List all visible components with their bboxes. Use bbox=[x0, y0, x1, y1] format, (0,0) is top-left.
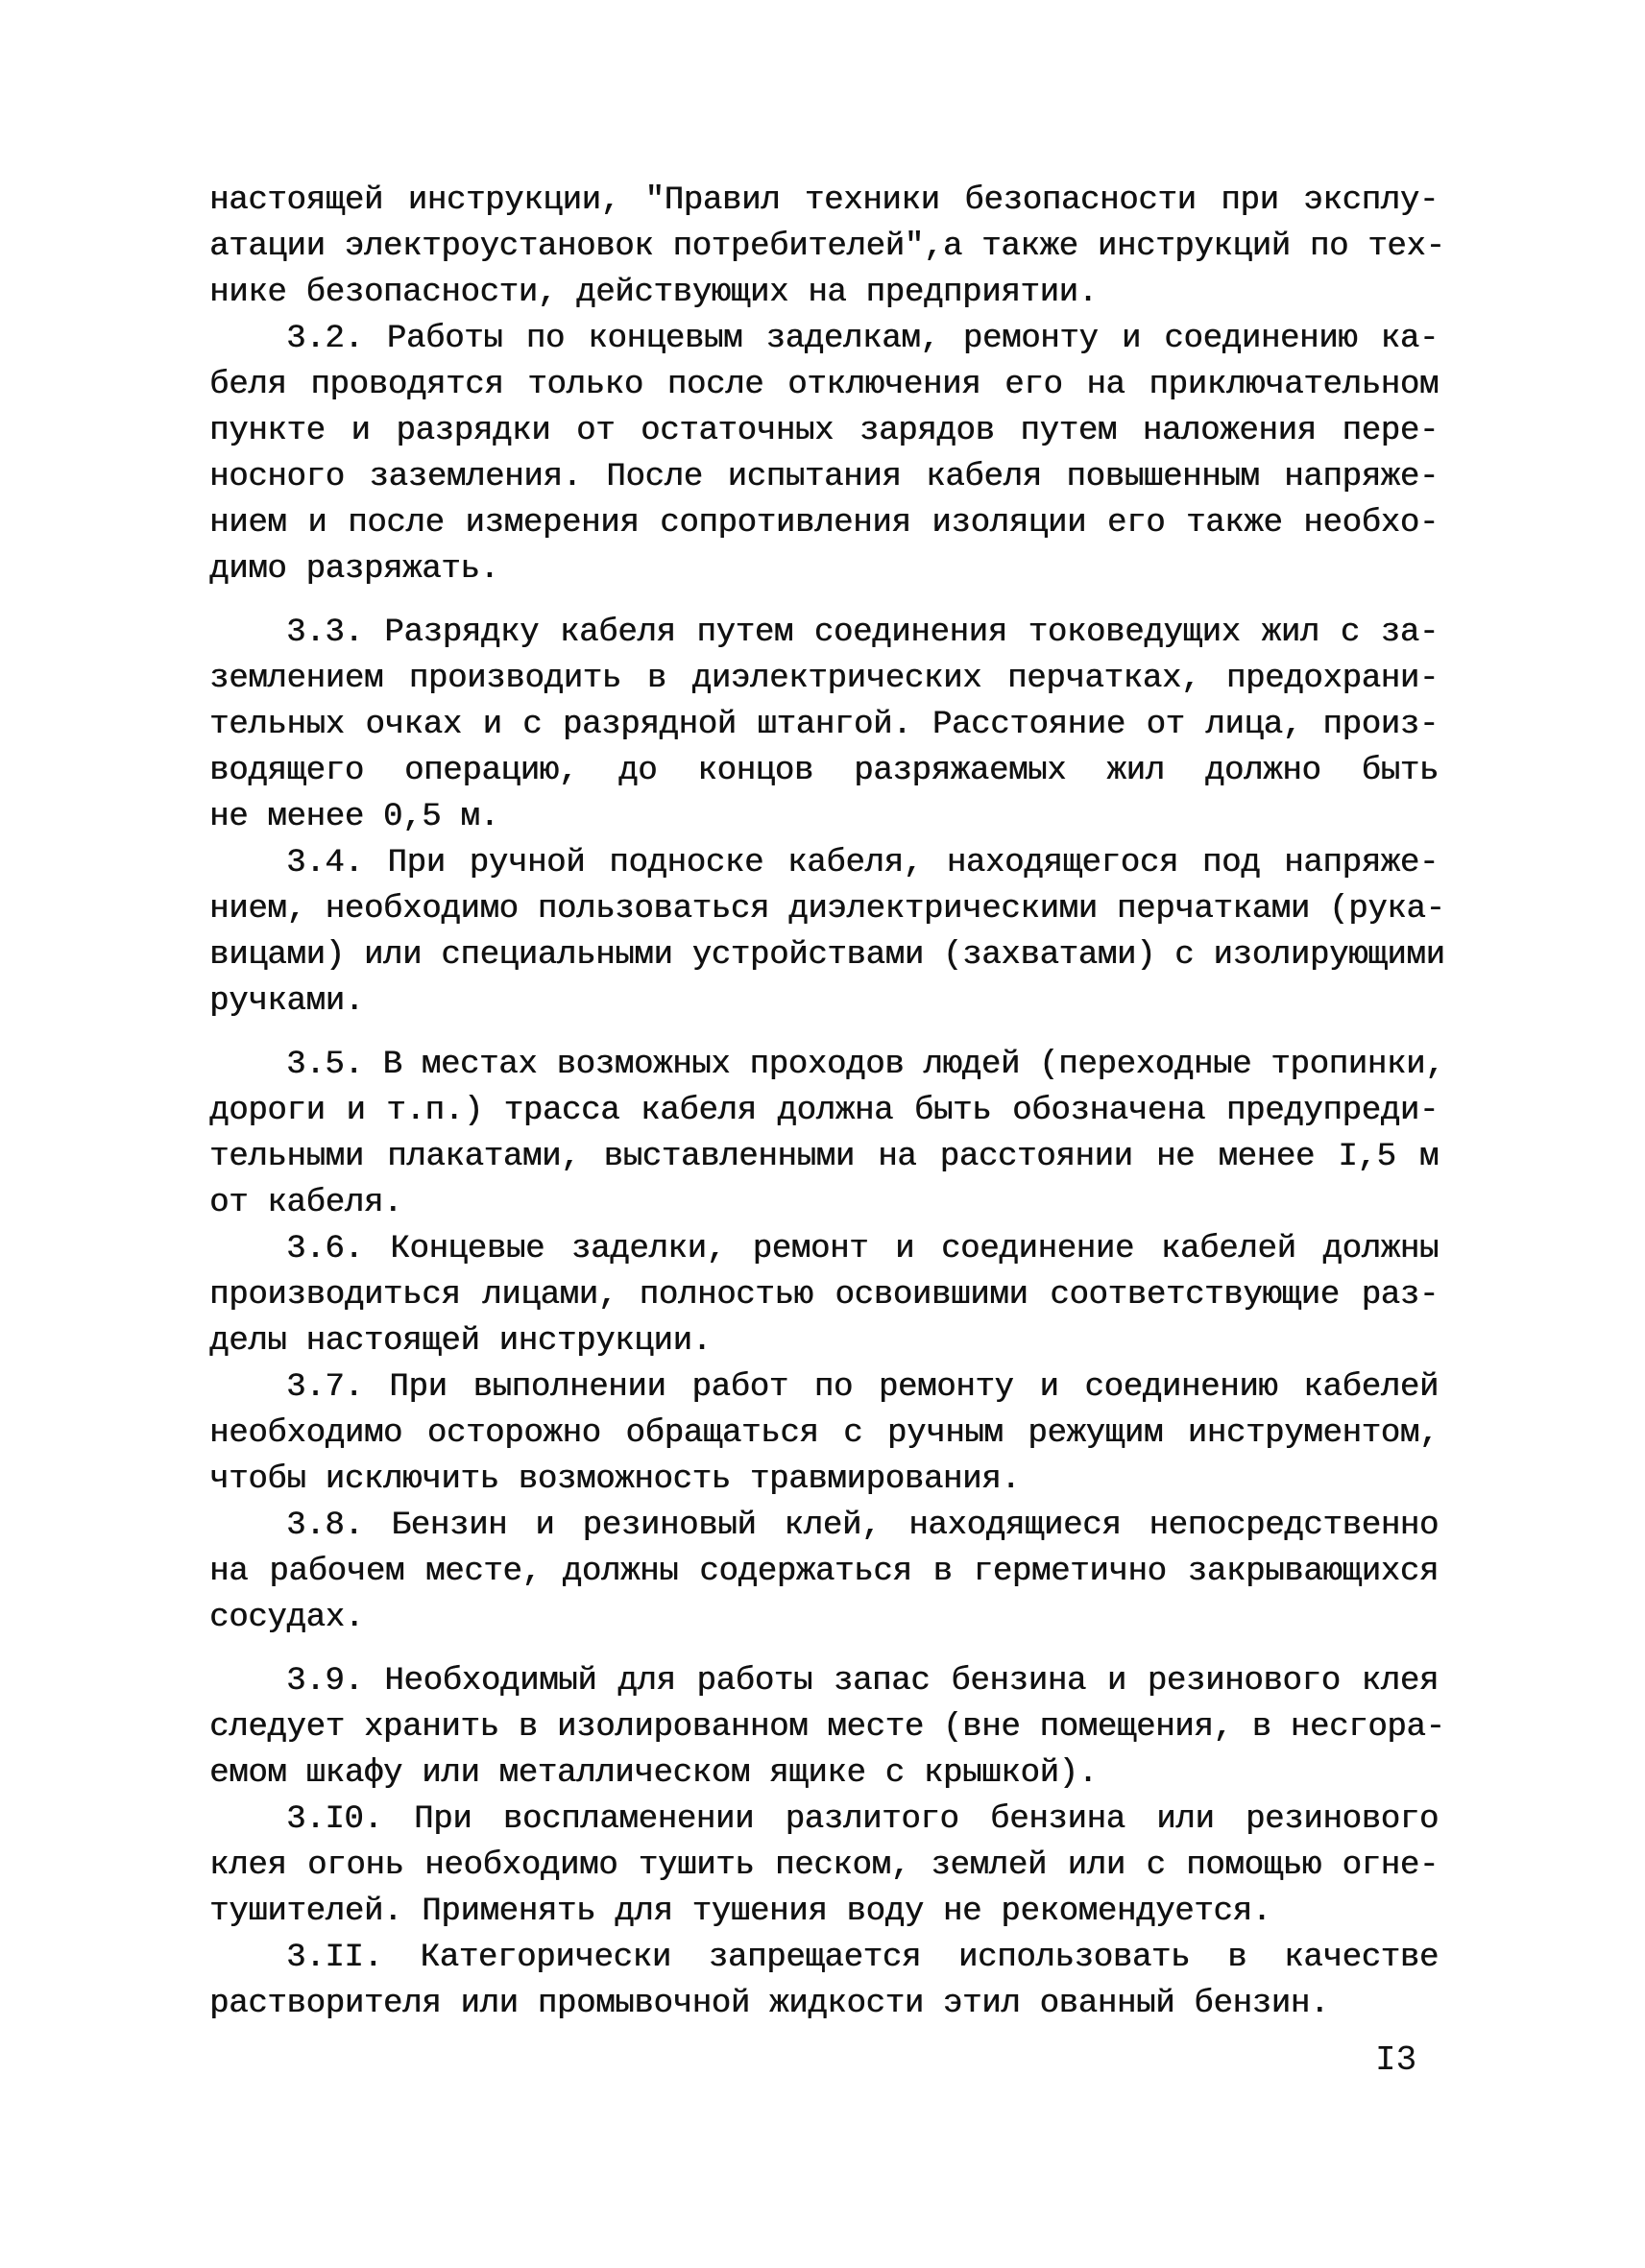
page-number: I3 bbox=[1375, 2040, 1417, 2080]
text-line: атации электроустановок потребителей",а также инструкций по тех- bbox=[209, 229, 1445, 265]
text-line: водящего операцию, до концов разряжаемых жил должно быть bbox=[209, 753, 1439, 789]
document-body bbox=[209, 178, 1445, 2027]
paragraph bbox=[209, 1797, 1439, 1935]
paragraph bbox=[209, 1226, 1439, 1364]
text-line: вицами) или специальными устройствами (захватами) с изолирующими bbox=[209, 937, 1445, 974]
paragraph bbox=[209, 316, 1439, 592]
text-line: сосудах. bbox=[209, 1600, 364, 1636]
text-line: носного заземления. После испытания кабеля повышенным напряже- bbox=[209, 459, 1439, 495]
text-line: на рабочем месте, должны содержаться в герметично закрывающихся bbox=[209, 1554, 1439, 1590]
text-line: 3.5. В местах возможных проходов людей (переходные тропинки, bbox=[286, 1047, 1445, 1083]
text-line: 3.4. При ручной подноске кабеля, находящегося под напряже- bbox=[286, 845, 1439, 881]
text-line: 3.II. Категорически запрещается использовать в качестве bbox=[286, 1940, 1439, 1976]
text-line: необходимо осторожно обращаться с ручным режущим инструментом, bbox=[209, 1415, 1439, 1452]
text-line: 3.I0. При воспламенении разлитого бензина или резинового bbox=[286, 1801, 1439, 1838]
text-line: землением производить в диэлектрических перчатках, предохрани- bbox=[209, 661, 1439, 697]
text-line: нике безопасности, действующих на предприятии. bbox=[209, 275, 1098, 311]
text-line: 3.6. Концевые заделки, ремонт и соединение кабелей должны bbox=[286, 1231, 1439, 1267]
text-line: чтобы исключить возможность травмирования. bbox=[209, 1461, 1021, 1498]
text-line: 3.3. Разрядку кабеля путем соединения токоведущих жил с за- bbox=[286, 615, 1439, 651]
text-line: емом шкафу или металлическом ящике с крышкой). bbox=[209, 1755, 1098, 1792]
text-line: пункте и разрядки от остаточных зарядов путем наложения пере- bbox=[209, 413, 1439, 449]
paragraph bbox=[209, 1364, 1439, 1503]
text-line: клея огонь необходимо тушить песком, землей или с помощью огне- bbox=[209, 1847, 1439, 1884]
text-line: дороги и т.п.) трасса кабеля должна быть обозначена предупреди- bbox=[209, 1093, 1439, 1129]
text-line: производиться лицами, полностью освоившими соответствующие раз- bbox=[209, 1277, 1439, 1314]
text-line: делы настоящей инструкции. bbox=[209, 1323, 712, 1360]
text-line: 3.8. Бензин и резиновый клей, находящиеся непосредственно bbox=[286, 1508, 1439, 1544]
text-line: 3.9. Необходимый для работы запас бензина и резинового клея bbox=[286, 1663, 1439, 1700]
paragraph bbox=[209, 1042, 1445, 1226]
text-line: от кабеля. bbox=[209, 1185, 403, 1221]
paragraph bbox=[209, 1935, 1439, 2027]
text-line: беля проводятся только после отключения его на приключательном bbox=[209, 367, 1439, 403]
text-line: димо разряжать. bbox=[209, 551, 499, 588]
text-line: тушителей. Применять для тушения воду не рекомендуется. bbox=[209, 1894, 1271, 1930]
text-line: ручками. bbox=[209, 983, 364, 1020]
text-line: 3.2. Работы по концевым заделкам, ремонту и соединению ка- bbox=[286, 321, 1439, 357]
paragraph bbox=[209, 178, 1445, 316]
text-line: нием, необходимо пользоваться диэлектрическими перчатками (рука- bbox=[209, 891, 1445, 928]
text-line: тельными плакатами, выставленными на расстоянии не менее I,5 м bbox=[209, 1139, 1439, 1175]
paragraph bbox=[209, 840, 1445, 1025]
paragraph bbox=[209, 1658, 1445, 1797]
text-line: 3.7. При выполнении работ по ремонту и соединению кабелей bbox=[286, 1369, 1439, 1406]
paragraph bbox=[209, 610, 1439, 840]
text-line: следует хранить в изолированном месте (вне помещения, в несгора- bbox=[209, 1709, 1445, 1746]
text-line: настоящей инструкции, "Правил техники безопасности при эксплу- bbox=[209, 182, 1439, 219]
paragraph bbox=[209, 1503, 1439, 1641]
text-line: растворителя или промывочной жидкости этил ованный бензин. bbox=[209, 1986, 1329, 2022]
text-line: тельных очках и с разрядной штангой. Расстояние от лица, произ- bbox=[209, 707, 1439, 743]
text-line: не менее 0,5 м. bbox=[209, 799, 499, 835]
text-line: нием и после измерения сопротивления изоляции его также необхо- bbox=[209, 505, 1439, 542]
